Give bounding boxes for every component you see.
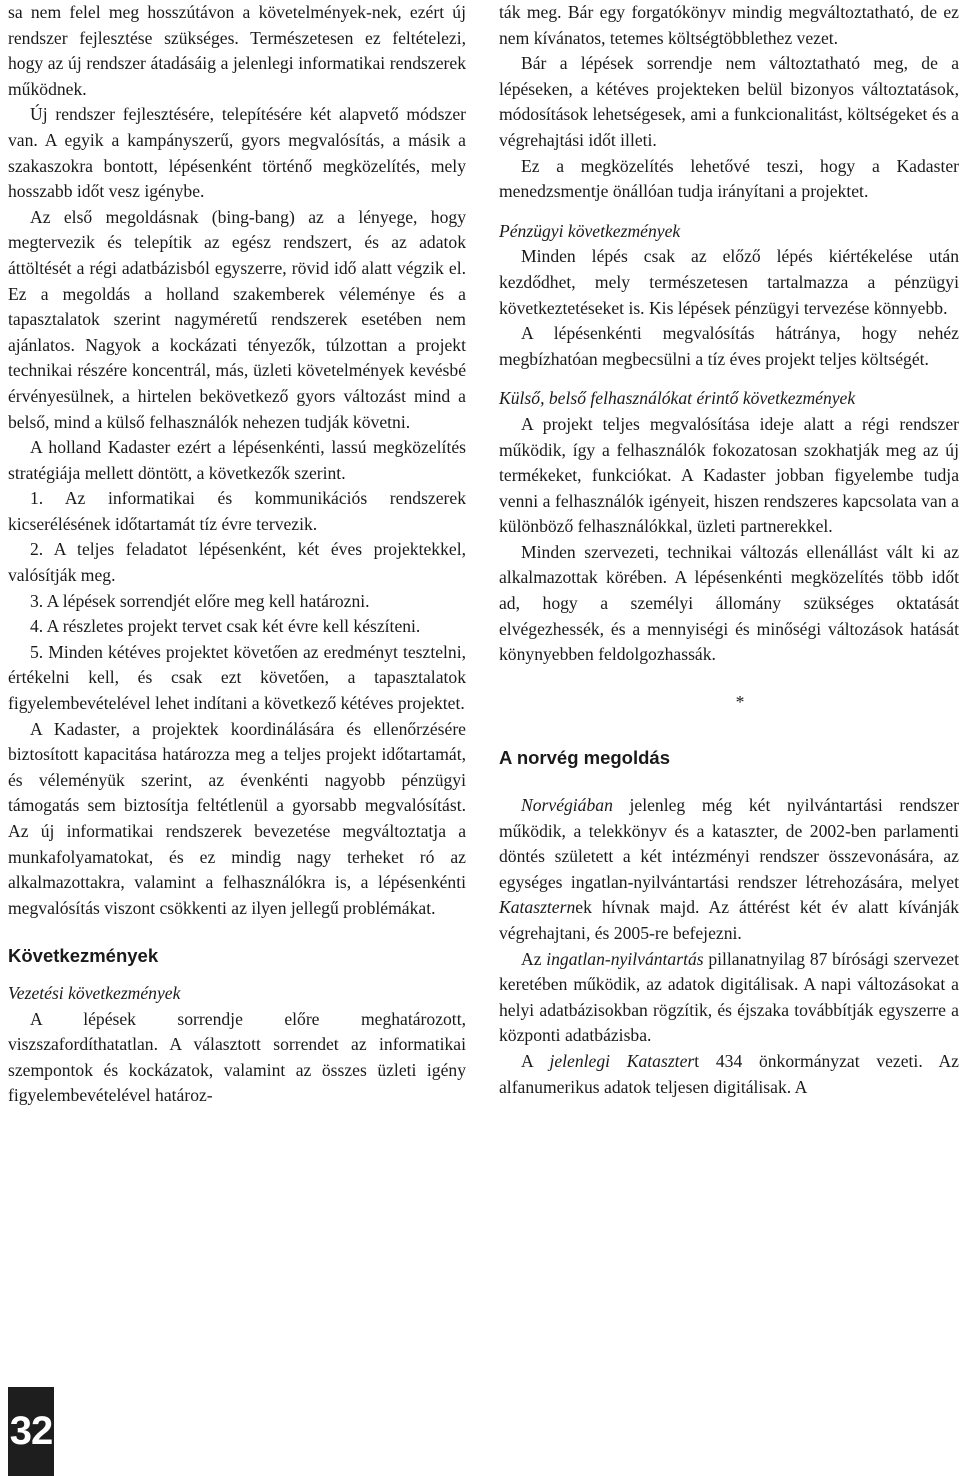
list-item: 3. A lépések sorrendjét előre meg kell határozni. — [30, 590, 370, 611]
section-divider-asterisk: * — [735, 691, 745, 712]
subheading: Külső, belső felhasználókat érintő következmények — [499, 388, 856, 409]
section-heading: A norvég megoldás — [499, 747, 670, 769]
section-heading: Következmények — [8, 945, 159, 967]
list-item: 2. A teljes feladatot lépésenként, két éves projektekkel, valósítják meg. — [8, 539, 466, 586]
text-run: Az — [521, 948, 547, 969]
italic-term: Norvégiában — [521, 795, 613, 816]
text-run: t 434 önkormányzat vezeti. Az alfanumerikus adatok teljesen digitálisak. A — [499, 1050, 959, 1097]
italic-term: Katasztern — [499, 897, 576, 918]
paragraph: ták meg. Bár egy forgatókönyv mindig megváltoztatható, de ez nem kívánatos, tetemes költségtöbblethez vezet. — [499, 2, 959, 48]
left-column — [8, 0, 466, 1109]
paragraph: Minden lépés csak az előző lépés kiértékelése után kezdődhet, mely természetesen tartalmazza a pénzügyi következtetéseket is. Kis lépések pénzügyi tervezése könnyebb. — [499, 246, 959, 318]
list-item: 1. Az informatikai és kommunikációs rendszerek kicserélésének időtartamát tíz évre tervezik. — [8, 488, 466, 534]
paragraph: Ez a megközelítés lehetővé teszi, hogy a Kadaster menedzsmentje önállóan tudja irányítani a projektet. — [499, 155, 959, 202]
paragraph: A lépések sorrendje előre meghatározott, viszszafordíthatatlan. A választott sorrendet az informatikai szempontok és kockázatok, valamint az összes üzleti igény figyelembevételével határoz- — [8, 1008, 466, 1106]
paragraph: A holland Kadaster ezért a lépésenkénti, lassú megközelítés stratégiája mellett döntött, a következők szerint. — [8, 437, 466, 483]
paragraph — [499, 947, 959, 1049]
text-run: A — [521, 1050, 550, 1071]
paragraph: Az első megoldásnak (bing-bang) az a lényege, hogy megtervezik és telepítik az egész rendszert, és az adatok áttöltését a régi adatbázisból egyszerre, rövid idő alatt végzik el. Ez a megoldás a holland szakemberek véleménye és a tapasztalatok szerint nagyméretű rendszerek esetében nem ajánlatos. Nagyok a kockázati tényezők, túlzottan a projekt technikai részére koncentrál, más, üzleti követelmények kevésbé érvényesülnek, a hirtelen bekövetkező gyors változást mind a belső, mind a külső felhasználók nehezen tudják követni. — [8, 206, 466, 432]
subheading: Vezetési következmények — [8, 982, 181, 1003]
italic-term: ingatlan-nyilvántartás — [546, 948, 704, 969]
text-run: pillanatnyilag 87 bírósági szervezet keretében működik, az adatok digitálisak. A napi változásokat a helyi adatbázisokban rögzítik, és éjszaka továbbítják egyszerre a központi adatbázisba. — [499, 948, 959, 1046]
paragraph: Új rendszer fejlesztésére, telepítésére két alapvető módszer van. A egyik a kampányszerű, gyors megvalósítás, a másik a szakaszokra bontott, lépésenként történő megközelítés, mely hosszabb időt vesz igénybe. — [8, 104, 466, 202]
paragraph: A projekt teljes megvalósítása ideje alatt a régi rendszer működik, így a felhasználók fokozatosan szokhatják meg az új termékeket, funkciókat. A Kadaster jobban figyelembe tudja venni a felhasználók igényeit, hiszen rendszeres kapcsolata van a különböző felhasználókkal, üzleti partnerekkel. — [499, 413, 959, 537]
list-item: 5. Minden kétéves projektet követően az eredményt tesztelni, értékelni kell, és csak ezt követően, a tapasztalatok figyelembevételével lehet indítani a következő kétéves projektet. — [8, 641, 466, 714]
right-column — [499, 0, 959, 1100]
paragraph: A Kadaster, a projektek koordinálására és ellenőrzésére biztosított kapacitása határozza meg a teljes projekt időtartamát, és véleményük szerint, az évenkénti nagyobb pénzügyi támogatás sem biztosítja feltétlenül a gyorsabb megvalósítást. Az új informatikai rendszerek bevezetése megváltoztatja a munkafolyamatokat, és ez mindig nagy terheket ró az alkalmazottakra, valamint a felhasználókra is, a lépésenkénti megvalósítás viszont csökkenti az ilyen jellegű problémákat. — [8, 718, 466, 918]
paragraph: Minden szervezeti, technikai változás ellenállást vált ki az alkalmazottak körében. A lépésenkénti megközelítés több időt ad, hogy a személyi állomány szükséges oktatását elvégezhessék, és a mennyiségi és minőségi változások hatását könynyebben feldolgozhassák. — [499, 541, 959, 665]
paragraph: sa nem felel meg hosszútávon a követelmények-nek, ezért új rendszer fejlesztése szükséges. Természetesen ez feltételezi, hogy az új rendszer átadásáig a jelenlegi informatikai rendszerek működnek. — [8, 2, 466, 99]
subheading: Pénzügyi következmények — [499, 220, 681, 241]
page-number-tab: 32 — [8, 1387, 54, 1476]
paragraph — [499, 793, 959, 947]
italic-term: jelenlegi Kataszter — [549, 1050, 695, 1071]
list-item: 4. A részletes projekt tervet csak két évre kell készíteni. — [30, 616, 421, 637]
paragraph — [499, 1049, 959, 1100]
paragraph: Bár a lépések sorrendje nem változtatható meg, de a lépéseken, a kétéves projekteken belül bizonyos változtatások, módosítások lehetségesek, ami a funkcionalitást, költségeket és a végrehajtási időt illeti. — [499, 53, 959, 150]
text-run: ek hívnak majd. Az áttérést két év alatt kívánják végrehajtani, és 2005-re befejezni. — [499, 897, 959, 943]
text-run: jelenleg még két nyilvántartási rendszer működik, a telekkönyv és a kataszter, de 2002-ben parlamenti döntés született a két intézményi rendszer összevonására, az egységes ingatlan-nyilvántartási rendszer létrehozására, melyet — [499, 795, 959, 892]
paragraph: A lépésenkénti megvalósítás hátránya, hogy nehéz megbízhatóan megbecsülni a tíz éves projekt teljes költségét. — [499, 323, 959, 369]
